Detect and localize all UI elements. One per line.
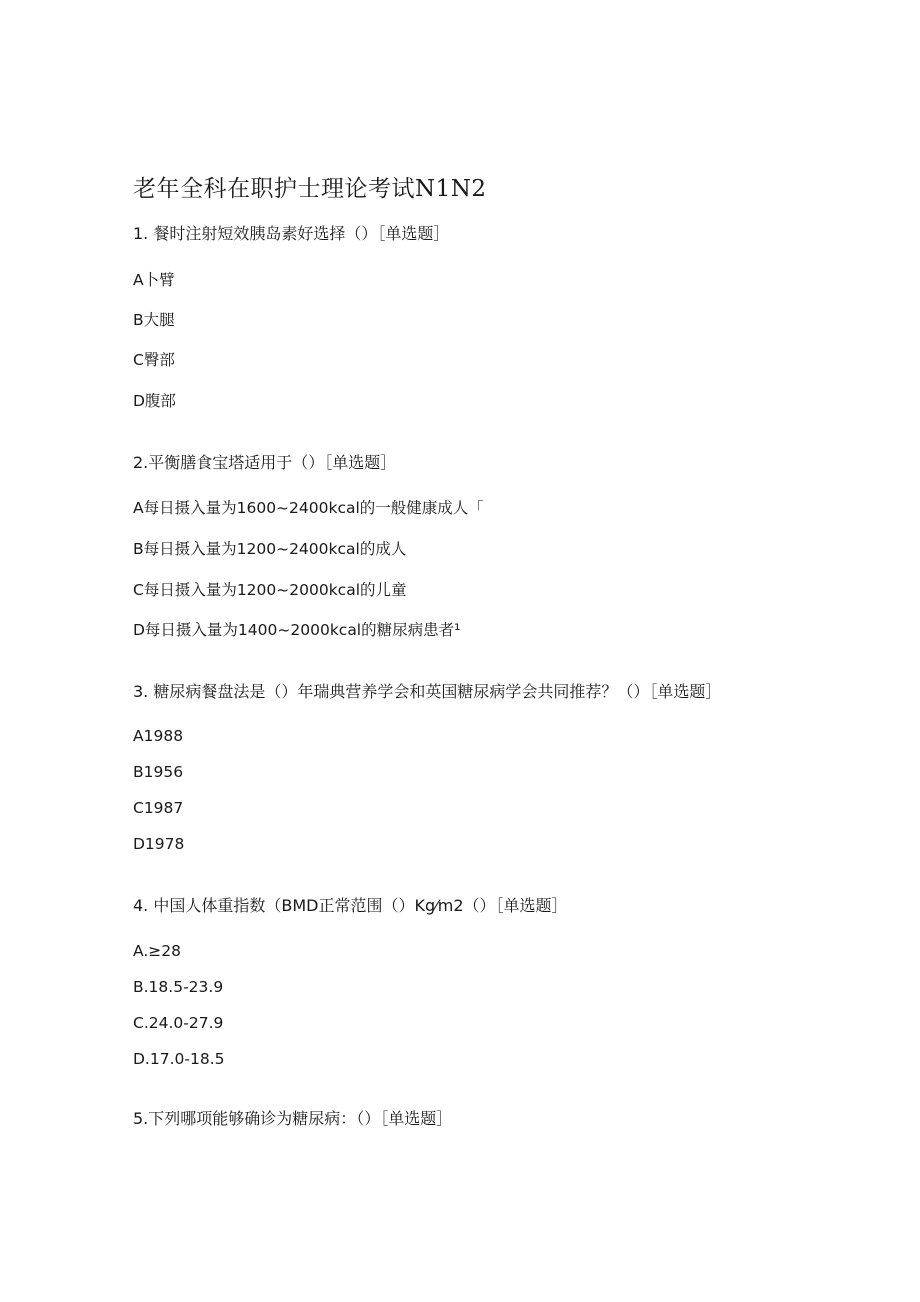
question-2-option-c: C每日摄入量为1200~2000kcal的儿童 [133,581,407,599]
question-4-option-b: B.18.5-23.9 [133,978,224,996]
question-2-option-b: B每日摄入量为1200~2400kcal的成人 [133,540,407,558]
question-1-option-b: B大腿 [133,311,175,329]
question-5-text: 5.下列哪项能够确诊为糖尿病：（）［单选题］ [133,1109,453,1128]
question-2-text: 2.平衡膳食宝塔适用于（）［单选题］ [133,453,397,472]
question-2-option-d: D每日摄入量为1400~2000kcal的糖尿病患者¹ [133,621,461,639]
question-3-option-a: A1988 [133,727,184,745]
question-1-option-d: D腹部 [133,392,176,410]
question-1-text: 1. 餐时注射短效胰岛素好选择（）［单选题］ [133,224,450,243]
question-1-option-c: C臀部 [133,351,175,369]
question-3-option-c: C1987 [133,799,184,817]
question-2-option-a: A每日摄入量为1600~2400kcal的一般健康成人「 [133,499,484,517]
question-4-option-c: C.24.0-27.9 [133,1014,224,1032]
question-3-option-d: D1978 [133,835,185,853]
question-3-option-b: B1956 [133,763,184,781]
question-4-option-d: D.17.0-18.5 [133,1050,225,1068]
question-1-option-a: A卜臂 [133,271,175,289]
document-title: 老年全科在职护士理论考试N1N2 [133,176,487,202]
question-4-text: 4. 中国人体重指数（BMD正常范围（）Kg⁄m2（）［单选题］ [133,896,568,915]
question-4-option-a: A.≥28 [133,942,181,960]
question-3-text: 3. 糖尿病餐盘法是（）年瑞典营养学会和英国糖尿病学会共同推荐？（）［单选题］ [133,682,722,701]
